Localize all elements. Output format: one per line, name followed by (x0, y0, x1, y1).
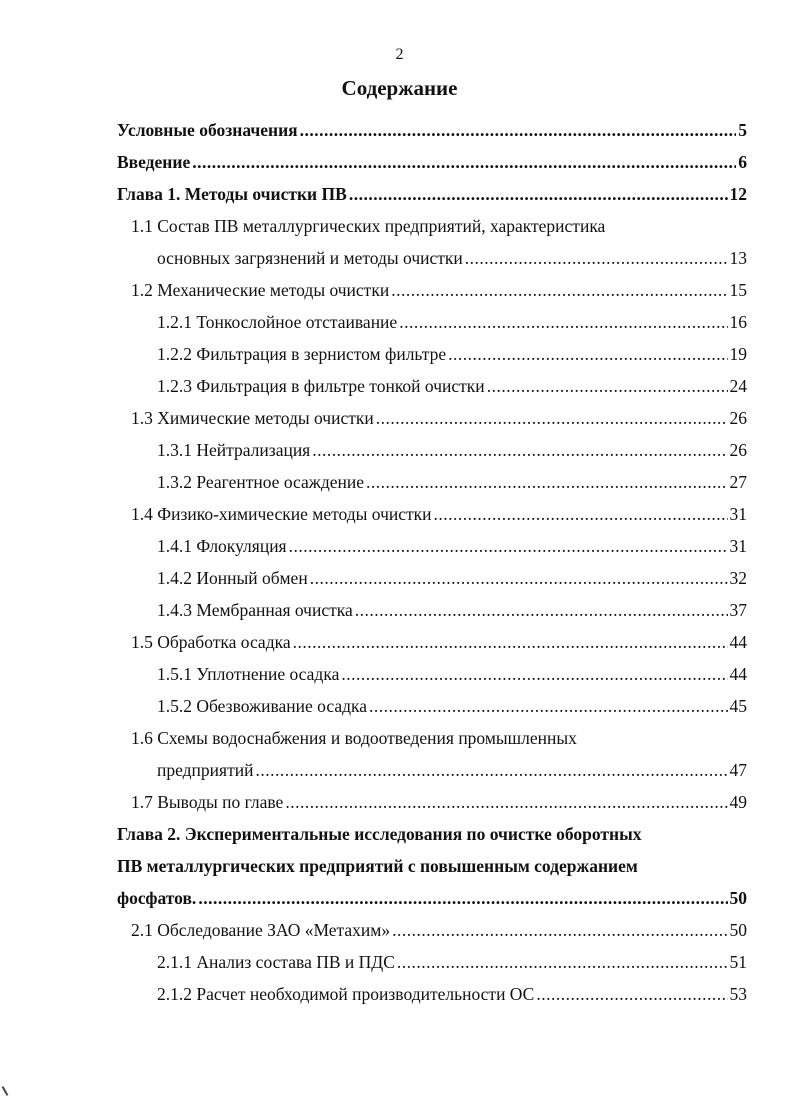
toc-entry-1-6-line1[interactable]: 1.6 Схемы водоснабжения и водоотведения промышленных (131, 728, 577, 748)
toc-entry-label: Условные обозначения (117, 120, 298, 140)
toc-entry-label: основных загрязнений и методы очистки (157, 248, 463, 268)
toc-entry-1-7[interactable] (131, 790, 747, 814)
dot-leader (465, 246, 728, 270)
toc-entry-1-5[interactable] (131, 630, 747, 654)
toc-entry-label: 1.3 Химические методы очистки (131, 408, 374, 428)
toc-entry-label: 2.1.2 Расчет необходимой производительности ОС (157, 984, 535, 1004)
toc-entry-page: 31 (729, 536, 747, 556)
scan-artifact (2, 1086, 9, 1096)
toc-entry-label: 1.4.2 Ионный обмен (157, 568, 308, 588)
dot-leader (391, 278, 727, 302)
toc-entry-page: 26 (729, 440, 747, 460)
toc-entry-page: 49 (729, 792, 747, 812)
dot-leader (376, 406, 728, 430)
toc-entry-2-1[interactable] (131, 918, 747, 942)
toc-entry-page: 44 (729, 664, 747, 684)
dot-leader (285, 790, 727, 814)
toc-entry-page: 47 (729, 760, 747, 780)
page-number: 2 (395, 46, 404, 63)
dot-leader (366, 470, 727, 494)
dot-leader (536, 982, 727, 1006)
dot-leader (349, 182, 728, 206)
toc-entry-1-5-2[interactable] (157, 694, 747, 718)
toc-entry-1-4-1[interactable] (157, 534, 747, 558)
toc-entry-2-1-1[interactable] (157, 950, 747, 974)
toc-entry-chapter-2[interactable] (117, 886, 747, 910)
toc-entry-label: 1.3.2 Реагентное осаждение (157, 472, 365, 492)
toc-entry-label: 1.2.3 Фильтрация в фильтре тонкой очистки (157, 376, 485, 396)
dot-leader (293, 630, 728, 654)
toc-entry-page: 12 (729, 184, 747, 204)
toc-entry-page: 26 (729, 408, 747, 428)
toc-entry-label: 1.5.2 Обезвоживание осадка (157, 696, 368, 716)
toc-entry-page: 13 (729, 248, 747, 268)
page-title: Содержание (341, 76, 458, 100)
toc-entry-label: Глава 1. Методы очистки ПВ (117, 184, 347, 204)
toc-entry-1-1[interactable] (157, 246, 747, 270)
toc-entry-1-2[interactable] (131, 278, 747, 302)
toc-entry-label: 1.4 Физико-химические методы очистки (131, 504, 432, 524)
dot-leader (255, 758, 727, 782)
dot-leader (487, 374, 728, 398)
dot-leader (434, 502, 728, 526)
dot-leader (448, 342, 727, 366)
toc-entry-label: 1.3.1 Нейтрализация (157, 440, 311, 460)
toc-entry-1-2-3[interactable] (157, 374, 747, 398)
toc-entry-page: 15 (729, 280, 747, 300)
toc-entry-page: 37 (729, 600, 747, 620)
toc-entry-conventions[interactable] (117, 118, 747, 142)
toc-entry-1-3-1[interactable] (157, 438, 747, 462)
toc-entry-1-6[interactable] (157, 758, 747, 782)
dot-leader (399, 310, 727, 334)
toc-entry-page: 6 (738, 152, 747, 172)
toc-entry-page: 50 (729, 920, 747, 940)
toc-entry-label: 1.5 Обработка осадка (131, 632, 291, 652)
toc-entry-label: фосфатов. (117, 888, 197, 908)
dot-leader (392, 918, 727, 942)
toc-entry-1-4-3[interactable] (157, 598, 747, 622)
toc-entry-label: 1.4.1 Флокуляция (157, 536, 287, 556)
toc-entry-chapter-2-line2[interactable]: ПВ металлургических предприятий с повышенным содержанием (117, 856, 638, 876)
toc-entry-1-4[interactable] (131, 502, 747, 526)
toc-entry-1-4-2[interactable] (157, 566, 747, 590)
toc-entry-label: 2.1.1 Анализ состава ПВ и ПДС (157, 952, 395, 972)
dot-leader (300, 118, 737, 142)
toc-entry-page: 27 (729, 472, 747, 492)
toc-entry-label: 2.1 Обследование ЗАО «Метахим» (131, 920, 391, 940)
toc-entry-label: 1.4.3 Мембранная очистка (157, 600, 353, 620)
toc-entry-page: 32 (729, 568, 747, 588)
dot-leader (198, 886, 727, 910)
toc-entry-page: 24 (729, 376, 747, 396)
toc-entry-1-2-2[interactable] (157, 342, 747, 366)
toc-entry-page: 16 (729, 312, 747, 332)
toc-entry-page: 45 (729, 696, 747, 716)
toc-entry-page: 50 (729, 888, 747, 908)
toc-entry-label: 1.2 Механические методы очистки (131, 280, 390, 300)
toc-entry-intro[interactable] (117, 150, 747, 174)
toc-entry-page: 53 (729, 984, 747, 1004)
toc-entry-1-3[interactable] (131, 406, 747, 430)
dot-leader (289, 534, 728, 558)
toc-entry-label: 1.7 Выводы по главе (131, 792, 284, 812)
toc-entry-page: 31 (729, 504, 747, 524)
toc-entry-2-1-2[interactable] (157, 982, 747, 1006)
toc-entry-label: 1.5.1 Уплотнение осадка (157, 664, 340, 684)
toc-entry-label: предприятий (157, 760, 254, 780)
dot-leader (192, 150, 736, 174)
toc-entry-label: 1.2.1 Тонкослойное отстаивание (157, 312, 398, 332)
toc-entry-page: 5 (738, 120, 747, 140)
toc-entry-chapter-1[interactable] (117, 182, 747, 206)
toc-entry-1-1-line1[interactable]: 1.1 Состав ПВ металлургических предприятий, характеристика (131, 216, 606, 236)
toc-entry-1-5-1[interactable] (157, 662, 747, 686)
toc-entry-page: 51 (729, 952, 747, 972)
dot-leader (312, 438, 727, 462)
toc-entry-1-2-1[interactable] (157, 310, 747, 334)
dot-leader (341, 662, 727, 686)
toc-entry-page: 19 (729, 344, 747, 364)
toc-entry-chapter-2-line1[interactable]: Глава 2. Экспериментальные исследования по очистке оборотных (117, 824, 642, 844)
toc-entry-page: 44 (729, 632, 747, 652)
toc-entry-label: 1.2.2 Фильтрация в зернистом фильтре (157, 344, 447, 364)
toc-entry-label: Введение (117, 152, 191, 172)
dot-leader (369, 694, 727, 718)
dot-leader (397, 950, 728, 974)
dot-leader (310, 566, 728, 590)
toc-entry-1-3-2[interactable] (157, 470, 747, 494)
dot-leader (355, 598, 728, 622)
